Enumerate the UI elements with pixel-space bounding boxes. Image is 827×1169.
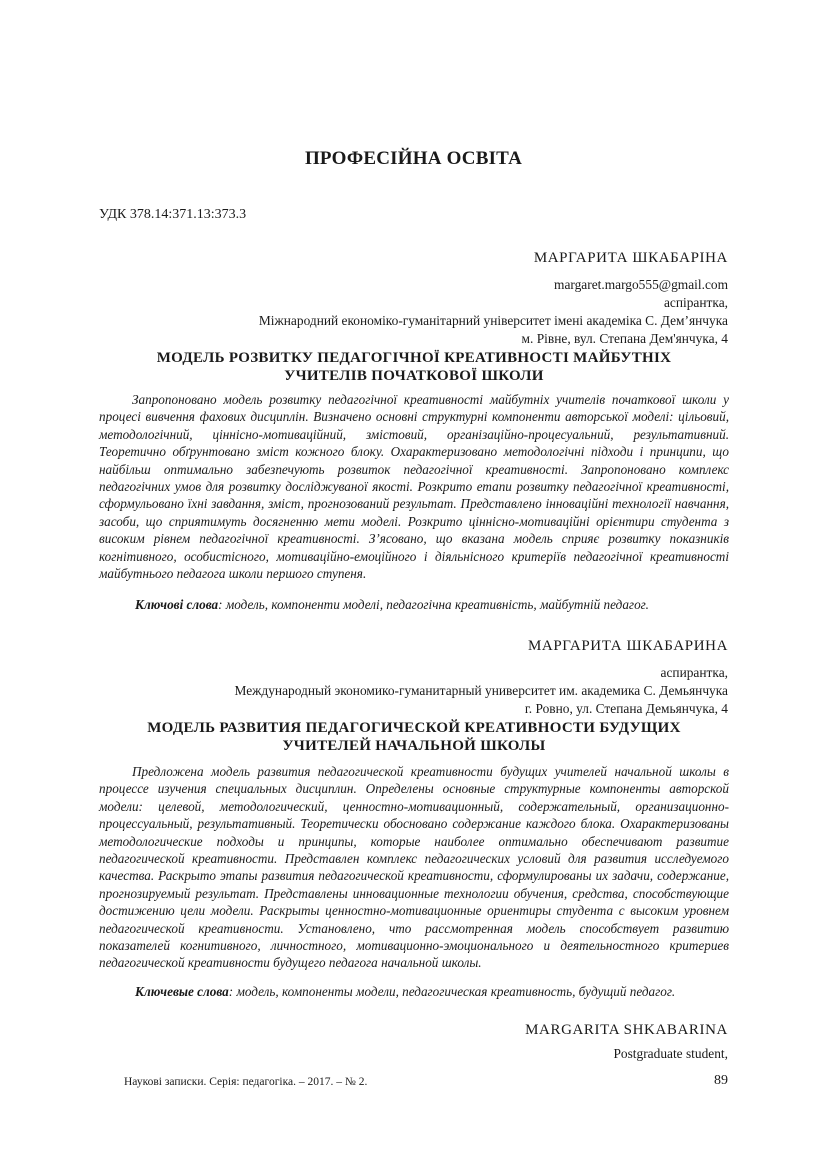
article-title-ru: [99, 719, 729, 755]
author-position-en: Postgraduate student,: [613, 1046, 728, 1061]
keywords-ua: [99, 596, 729, 613]
author-block-ua: [259, 249, 728, 348]
article-title-ru-line2: УЧИТЕЛЕЙ НАЧАЛЬНОЙ ШКОЛЫ: [282, 738, 546, 754]
author-email: margaret.margo555@gmail.com: [554, 277, 728, 292]
keywords-text-ua: : модель, компоненти моделі, педагогічна креативність, майбутній педагог.: [218, 597, 649, 612]
abstract-ru: Предложена модель развития педагогической креативности будущих учителей начальной школы в процессе изучения специальных дисциплин. Определены основные структурные компоненты авторской модели: целевой, методологический, ценностно-мотивационный, содержательный, организационно-процессуальный, результативный. Теоретически обосновано содержание каждого блока. Охарактеризованы методологические подходы и принципы, которые наиболее оптимально обеспечивают развитие педагогической креативности. Представлен комплекс педагогических условий для развития исследуемого качества. Раскрыто этапы развития педагогической креативности, сформулированы их задачи, содержание, прогнозируемый результат. Представлены инновационные технологии обучения, средства, способствующие достижению цели модели. Раскрыты ценностно-мотивационные ориентиры студента с высоким уровнем педагогической креативности. Установлено, что рассмотренная модель способствует развитию показателей когнитивного, личностного, мотивационно-эмоционального и деятельностного критериев педагогической креативности будущего педагога начальной школы.: [99, 764, 729, 971]
author-affiliation-ru: Международный экономико-гуманитарный университет им. академика С. Демьянчука: [234, 683, 728, 698]
author-address-ua: м. Рівне, вул. Степана Дем'янчука, 4: [521, 331, 728, 346]
journal-footer: Наукові записки. Серія: педагогіка. – 2017. – № 2.: [124, 1076, 368, 1088]
author-position-ua: аспірантка,: [663, 295, 728, 310]
article-title-ua-line1: МОДЕЛЬ РОЗВИТКУ ПЕДАГОГІЧНОЇ КРЕАТИВНОСТІ МАЙБУТНІХ: [156, 350, 672, 366]
keywords-ru: [99, 983, 729, 1000]
author-name-ua: МАРГАРИТА ШКАБАРІНА: [533, 250, 728, 266]
page-number: 89: [714, 1073, 728, 1088]
article-title-ru-line1: МОДЕЛЬ РАЗВИТИЯ ПЕДАГОГИЧЕСКОЙ КРЕАТИВНОСТИ БУДУЩИХ: [147, 720, 681, 736]
abstract-ua: Запропоновано модель розвитку педагогічної креативності майбутніх учителів початкової школи у процесі вивчення фахових дисциплін. Визначено основні структурні компоненти авторської моделі: цільовий, методологічний, ціннісно-мотиваційний, змістовий, організаційно-процесуальний, результативний. Теоретично обґрунтовано зміст кожного блоку. Охарактеризовано методологічні підходи і принципи, що найбільш оптимально забезпечують розвиток педагогічної креативності. Запропоновано комплекс педагогічних умов для розвитку досліджуваної якості. Розкрито етапи розвитку педагогічної креативності, сформульовано їхні завдання, зміст, прогнозований результат. Представлено інноваційні технології навчання, засоби, що сприятимуть досягненню мети моделі. Розкрито ціннісно-мотиваційні орієнтири студента з високим рівнем педагогічної креативності. З’ясовано, що вказана модель сприяє розвитку показників когнітивного, особистісного, мотиваційно-емоційного і діяльнісного критеріїв педагогічної креативності майбутнього педагога школи першого ступеня.: [99, 392, 729, 582]
keywords-label-ru: Ключевые слова: [135, 984, 229, 999]
keywords-label-ua: Ключові слова: [135, 597, 219, 612]
article-title-ua: [99, 349, 729, 385]
author-affiliation-ua: Міжнародний економіко-гуманітарний університет імені академіка С. Дем’янчука: [258, 313, 728, 328]
author-position-ru: аспирантка,: [660, 665, 728, 680]
author-block-en: [525, 1021, 728, 1063]
author-name-ru: МАРГАРИТА ШКАБАРИНА: [527, 638, 728, 654]
keywords-text-ru: : модель, компоненты модели, педагогическая креативность, будущий педагог.: [228, 984, 676, 999]
author-address-ru: г. Ровно, ул. Степана Демьянчука, 4: [524, 701, 728, 716]
author-block-ru: [234, 637, 728, 718]
section-title: ПРОФЕСІЙНА ОСВІТА: [304, 148, 523, 169]
author-name-en: MARGARITA SHKABARINA: [525, 1022, 728, 1038]
article-title-ua-line2: УЧИТЕЛІВ ПОЧАТКОВОЇ ШКОЛИ: [284, 368, 544, 384]
udk-code: УДК 378.14:371.13:373.3: [99, 207, 247, 222]
